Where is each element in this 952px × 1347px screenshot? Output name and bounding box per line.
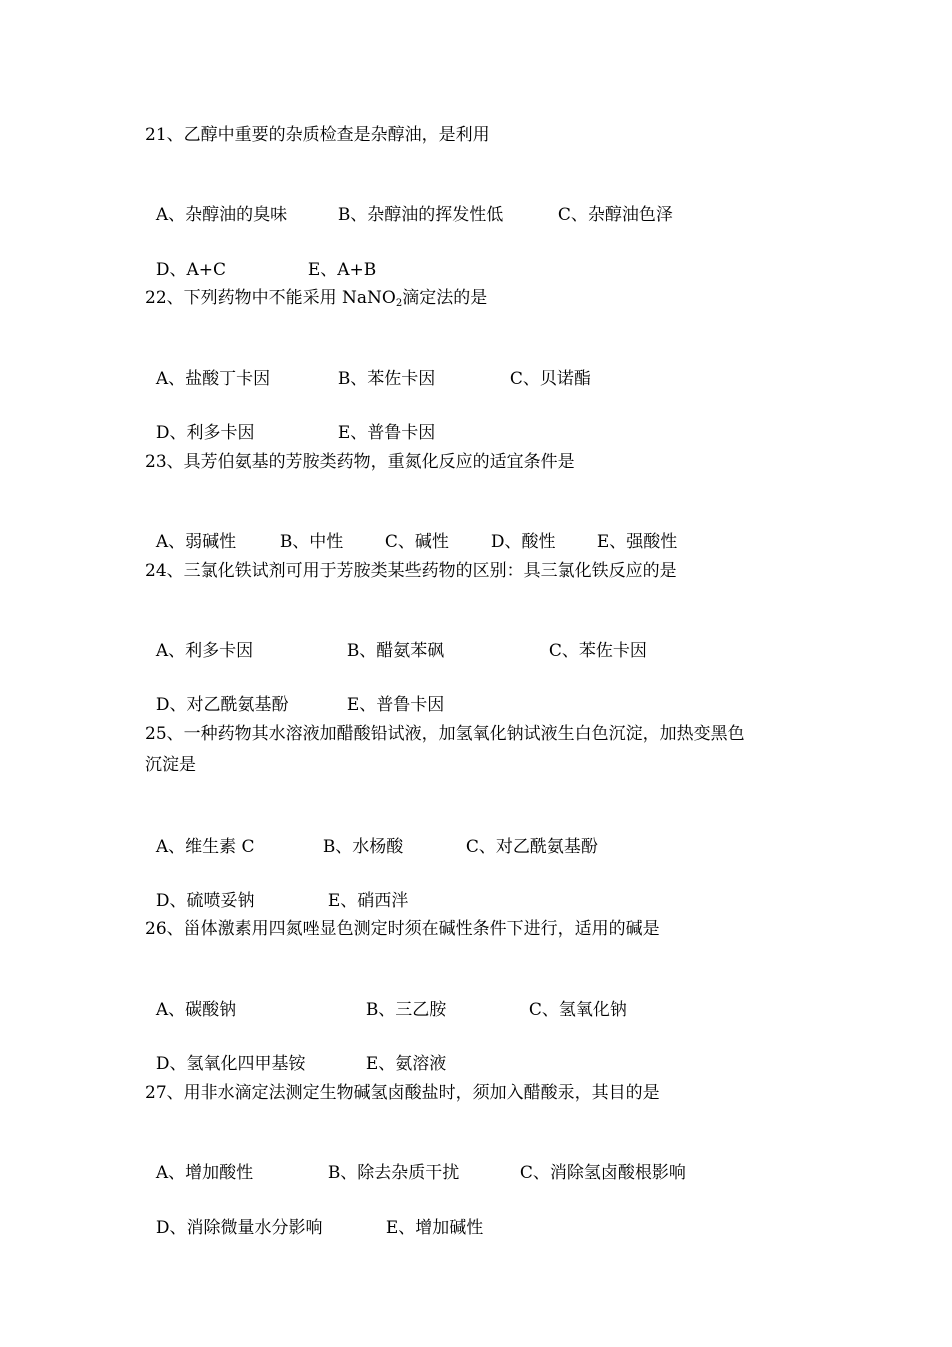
option-b: B、三乙胺	[365, 1000, 447, 1020]
option-a: A、维生素 C	[155, 837, 255, 857]
option-e: E、A+B	[307, 260, 377, 280]
question-24-options-row1	[145, 612, 647, 664]
option-c: C、杂醇油色泽	[557, 205, 673, 225]
option-e: E、增加碱性	[385, 1218, 484, 1238]
option-d: D、酸性	[490, 532, 556, 552]
question-23-stem: 23、具芳伯氨基的芳胺类药物，重氮化反应的适宜条件是	[145, 452, 575, 472]
option-d: D、A+C	[155, 260, 226, 280]
question-21-options-row2	[145, 231, 376, 283]
option-a: A、盐酸丁卡因	[155, 369, 271, 389]
question-21-options-row1	[145, 176, 673, 228]
question-26-options-row2	[145, 1025, 446, 1077]
option-e: E、硝西泮	[327, 891, 409, 911]
option-c: C、对乙酰氨基酚	[465, 837, 598, 857]
option-a: A、碳酸钠	[155, 1000, 237, 1020]
option-a: A、增加酸性	[155, 1163, 254, 1183]
option-d: D、硫喷妥钠	[155, 891, 255, 911]
option-a: A、杂醇油的臭味	[155, 205, 288, 225]
option-b: B、醋氨苯砜	[346, 641, 445, 661]
question-22-options-row1	[145, 340, 591, 392]
option-b: B、水杨酸	[322, 837, 404, 857]
question-22-stem-subscript: 2	[395, 298, 403, 309]
option-c: C、苯佐卡因	[548, 641, 647, 661]
option-e: E、强酸性	[596, 532, 678, 552]
question-24-options-row2	[145, 666, 444, 718]
option-d: D、利多卡因	[155, 423, 255, 443]
option-e: E、普鲁卡因	[346, 695, 445, 715]
option-b: B、中性	[279, 532, 344, 552]
question-22-stem-pre: 22、下列药物中不能采用 NaNO	[145, 288, 396, 308]
option-d: D、消除微量水分影响	[155, 1218, 323, 1238]
question-26-stem: 26、甾体激素用四氮唑显色测定时须在碱性条件下进行，适用的碱是	[145, 919, 660, 939]
option-e: E、普鲁卡因	[337, 423, 436, 443]
question-25-stem-line2: 沉淀是	[145, 755, 196, 775]
option-d: D、氢氧化四甲基铵	[155, 1054, 306, 1074]
option-a: A、利多卡因	[155, 641, 254, 661]
option-e: E、氨溶液	[365, 1054, 447, 1074]
option-b: B、除去杂质干扰	[327, 1163, 460, 1183]
question-22-options-row2	[145, 394, 435, 446]
question-23-options	[145, 503, 677, 555]
option-a: A、弱碱性	[155, 532, 237, 552]
option-d: D、对乙酰氨基酚	[155, 695, 289, 715]
question-22-stem	[145, 285, 487, 317]
question-25-stem-line1: 25、一种药物其水溶液加醋酸铅试液，加氢氧化钠试液生白色沉淀，加热变黑色	[145, 724, 745, 744]
option-c: C、消除氢卤酸根影响	[519, 1163, 686, 1183]
question-22-stem-post: 滴定法的是	[402, 288, 488, 308]
option-b: B、苯佐卡因	[337, 369, 436, 389]
option-c: C、贝诺酯	[509, 369, 591, 389]
question-27-options-row1	[145, 1134, 686, 1186]
option-b: B、杂醇油的挥发性低	[337, 205, 504, 225]
question-24-stem: 24、三氯化铁试剂可用于芳胺类某些药物的区别：具三氯化铁反应的是	[145, 561, 677, 581]
option-c: C、氢氧化钠	[528, 1000, 627, 1020]
question-21-stem: 21、乙醇中重要的杂质检查是杂醇油，是利用	[145, 125, 490, 145]
question-26-options-row1	[145, 971, 627, 1023]
question-25-options-row2	[145, 862, 408, 914]
question-25-options-row1	[145, 808, 598, 860]
question-27-options-row2	[145, 1189, 483, 1241]
question-27-stem: 27、用非水滴定法测定生物碱氢卤酸盐时，须加入醋酸汞，其目的是	[145, 1083, 660, 1103]
option-c: C、碱性	[384, 532, 449, 552]
